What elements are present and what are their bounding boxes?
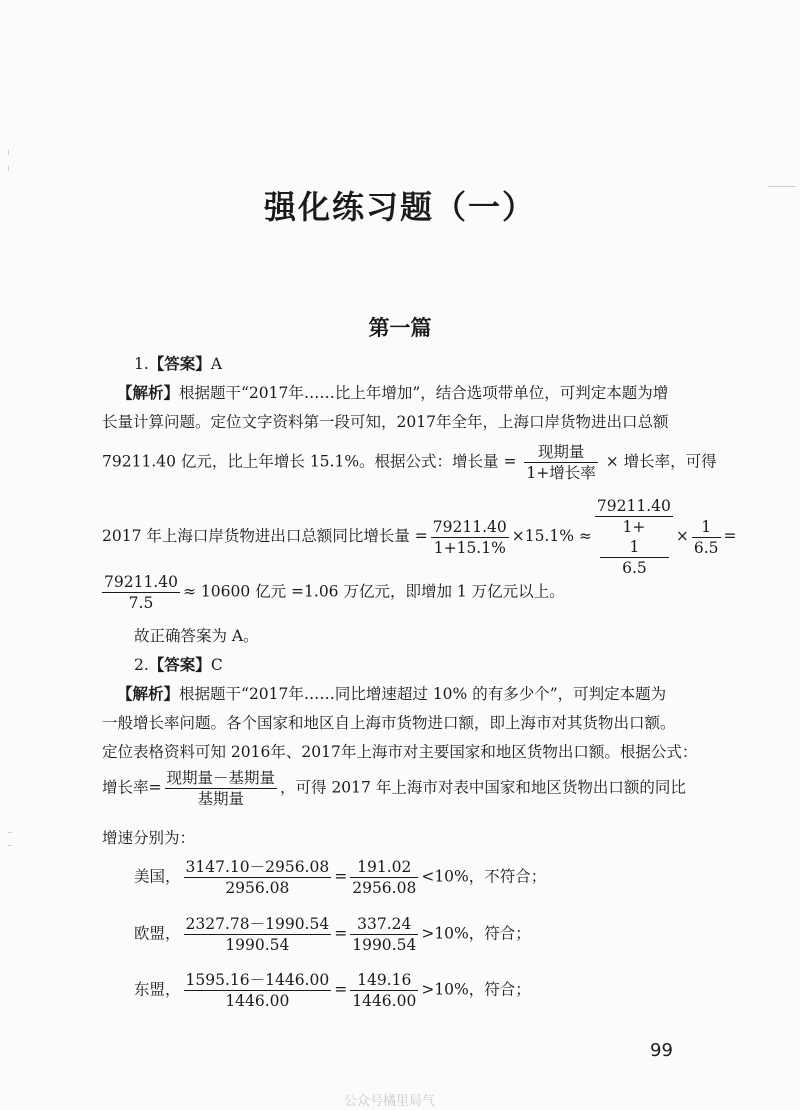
frac-den: 1446.00	[352, 992, 417, 1010]
frac-den: 基期量	[197, 790, 245, 808]
calc-row-asean: 东盟， $\frac{1595.16-1446.00}{1446.00}$ = $\frac{149.16}{1446.00}$ >10%，符合；	[134, 971, 531, 1010]
q2-analysis-line1	[117, 682, 666, 704]
q2-analysis-p1: 根据题干“2017年……同比增速超过 10% 的有多少个”，可判定本题为	[179, 685, 667, 703]
frac-num: 337.24	[350, 914, 418, 935]
q2-formula-pre: 增长率=	[102, 778, 162, 797]
scan-mark	[8, 166, 9, 171]
frac-den: 1+增长率	[526, 464, 596, 482]
calc-fraction-3	[692, 517, 721, 558]
q2-formula-line	[102, 768, 686, 809]
frac-den: 2956.08	[352, 879, 417, 897]
q2-answer: C	[210, 656, 223, 674]
q1-analysis-line1	[117, 381, 668, 403]
part-title: 第一篇	[368, 315, 432, 340]
rate-fraction	[350, 857, 418, 898]
frac-den: 1990.54	[352, 936, 417, 954]
nested-fraction	[598, 537, 671, 578]
result-text: >10%，符合；	[421, 980, 531, 999]
diff-fraction	[184, 970, 332, 1011]
frac-num: 79211.40	[104, 573, 178, 591]
q1-analysis-p1: 根据题干“2017年……比上年增加”，结合选项带单位，可判定本题为增	[179, 384, 669, 402]
result-fraction	[102, 572, 180, 613]
calc-row-eu: 欧盟， $\frac{2327.78-1990.54}{1990.54}$ = $\frac{337.24}{1990.54}$ >10%，符合；	[134, 915, 531, 954]
equals-sign: =	[723, 527, 737, 545]
scan-mark	[8, 845, 12, 846]
frac-num: 3147.10－2956.08	[185, 858, 330, 876]
rate-fraction	[350, 914, 418, 955]
growth-amount-formula	[524, 442, 597, 483]
frac-num: 现期量	[524, 442, 597, 463]
q1-analysis-line2: 长量计算问题。定位文字资料第一段可知，2017年全年，上海口岸货物进出口总额	[102, 413, 669, 431]
frac-den: 6.5	[693, 538, 719, 557]
result-text: <10%，不符合；	[421, 867, 547, 886]
q1-formula-line	[102, 442, 717, 483]
times-sign: ×	[675, 527, 689, 545]
calc-row-usa: 美国， $\frac{3147.10-2956.08}{2956.08}$ = $\frac{191.02}{2956.08}$ <10%，不符合；	[134, 858, 547, 897]
frac-num: 1	[600, 537, 669, 558]
scan-mark	[8, 150, 9, 155]
region-label: 东盟，	[134, 980, 181, 999]
frac-num: 2327.78－1990.54	[185, 915, 330, 933]
diff-fraction	[184, 857, 332, 898]
q2-number: 2.	[134, 656, 149, 674]
frac-den: 1990.54	[225, 936, 290, 954]
frac-den: 7.5	[128, 594, 154, 612]
calc-fraction-1	[431, 517, 509, 558]
q1-answer-line	[134, 352, 222, 374]
frac-num: 149.16	[350, 970, 418, 991]
region-label: 美国，	[134, 867, 181, 886]
q1-result-text: ≈ 10600 亿元 =1.06 万亿元，即增加 1 万亿元以上。	[182, 582, 565, 601]
frac-den-nested	[595, 517, 673, 578]
q1-analysis-label: 【解析】	[117, 383, 180, 402]
calc-mid: ×15.1% ≈	[511, 527, 592, 545]
rate-fraction	[350, 970, 418, 1011]
result-text: >10%，符合；	[421, 924, 531, 943]
growth-rate-formula	[165, 768, 278, 809]
frac-den: 6.5	[622, 559, 647, 577]
page-number: 99	[650, 1040, 673, 1061]
q1-calc-pre: 2017 年上海口岸货物进出口总额同比增长量 =	[102, 527, 428, 545]
q1-answer-label: 【答案】	[148, 354, 211, 373]
scan-mark	[8, 832, 12, 833]
diff-fraction	[184, 914, 332, 955]
q2-analysis-line2: 一般增长率问题。各个国家和地区自上海市货物进口额，即上海市对其货物出口额。	[102, 714, 676, 732]
frac-num: 1595.16－1446.00	[185, 971, 330, 989]
frac-num: 1	[692, 517, 721, 538]
q1-formula-post: × 增长率，可得	[605, 452, 717, 471]
q1-answer: A	[210, 355, 223, 373]
q1-formula-pre: 79211.40 亿元，比上年增长 15.1%。根据公式：增长量 =	[102, 452, 517, 471]
frac-num: 79211.40	[432, 517, 507, 536]
q1-number: 1.	[134, 355, 149, 373]
q2-analysis-line3: 定位表格资料可知 2016年、2017年上海市对主要国家和地区货物出口额。根据公式：	[102, 743, 698, 761]
q2-formula-post: ，可得 2017 年上海市对表中国家和地区货物出口额的同比	[280, 778, 686, 797]
q1-calc-line	[102, 496, 737, 578]
region-label: 欧盟，	[134, 924, 181, 943]
watermark: 公众号橘里局气	[344, 1094, 436, 1109]
frac-den: 2956.08	[225, 879, 290, 897]
q2-analysis-line5: 增速分别为：	[102, 829, 196, 847]
q2-answer-label: 【答案】	[148, 655, 211, 674]
q1-conclusion: 故正确答案为 A。	[134, 627, 259, 645]
frac-num: 79211.40	[596, 497, 671, 515]
frac-den: 1+15.1%	[433, 538, 506, 557]
frac-den: 1446.00	[225, 992, 290, 1010]
q2-analysis-label: 【解析】	[117, 684, 180, 703]
nested-prefix: 1+	[622, 518, 646, 536]
calc-fraction-2	[595, 496, 673, 578]
page-title: 强化练习题（一）	[263, 188, 536, 226]
frac-num: 现期量－基期量	[166, 769, 276, 787]
frac-num: 191.02	[350, 857, 418, 878]
q2-answer-line	[134, 653, 223, 675]
q1-result-line	[102, 572, 565, 613]
